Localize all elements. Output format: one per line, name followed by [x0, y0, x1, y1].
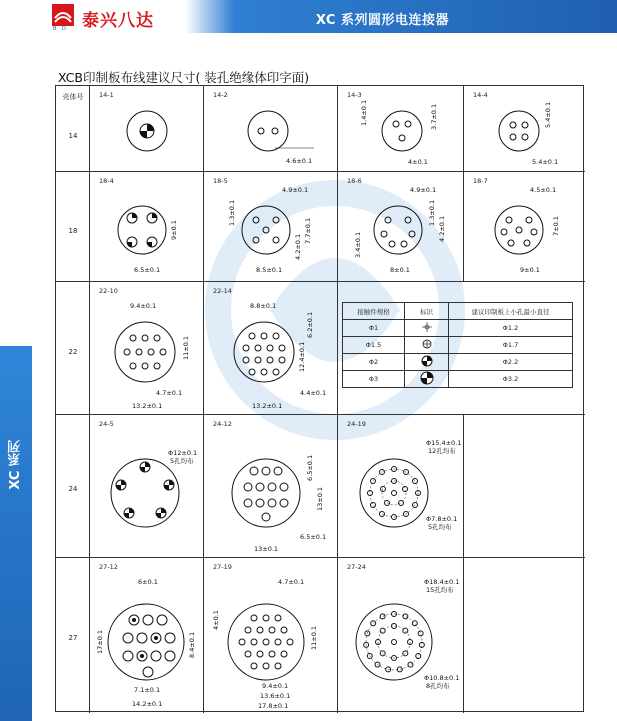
dimension-label: 4.2±0.1 [294, 233, 302, 260]
dimension-label: 12孔均布 [428, 447, 456, 455]
shell-number: 27 [68, 634, 78, 642]
shell-number: 22 [68, 348, 78, 356]
layout-drawing [338, 172, 464, 282]
legend-symbol-icon [405, 371, 449, 388]
table-row [56, 415, 585, 558]
shell-column [56, 172, 90, 281]
contact-hole [408, 662, 413, 667]
layout-cell [90, 415, 204, 557]
layout-drawing [90, 172, 204, 282]
legend-symbol-icon [405, 320, 449, 337]
dimension-label: 7±0.1 [552, 216, 560, 236]
layout-label: 14-4 [473, 91, 488, 99]
layout-cell [90, 558, 204, 713]
dimension-label: 9.4±0.1 [262, 682, 289, 690]
dimension-label: 12.4±0.1 [298, 341, 306, 372]
dimension-label: 9±0.1 [170, 220, 178, 240]
dimension-label: 8.4±0.1 [188, 631, 196, 658]
layout-label: 24-5 [99, 420, 114, 428]
dimension-label: 4.2±0.1 [438, 215, 446, 242]
legend-spec: Φ3 [343, 371, 405, 388]
shell-number: 18 [68, 227, 78, 235]
dimension-label: 7.7±0.1 [304, 217, 312, 244]
layout-label: 14-1 [99, 91, 114, 99]
shell-column [56, 282, 90, 414]
dimension-label: 3.4±0.1 [354, 231, 362, 258]
legend-diameter: Φ3.2 [449, 371, 573, 388]
dimension-label: 13±0.1 [254, 545, 279, 553]
layout-cell [204, 558, 338, 713]
shell-header: 壳体号 [62, 93, 84, 101]
dimension-label: Φ18.4±0.1 [424, 578, 460, 586]
table-row [56, 558, 585, 713]
layout-cell [338, 558, 464, 713]
dimension-label: 6.5±0.1 [134, 266, 161, 274]
dimension-label: 13.6±0.1 [260, 692, 291, 700]
dimension-label: 15孔均布 [426, 586, 454, 594]
table-row [56, 282, 585, 415]
layout-label: 27-19 [213, 563, 232, 571]
shell-number: 24 [68, 485, 78, 493]
dimension-label: 5.4±0.1 [544, 101, 552, 128]
dimension-label: 8.8±0.1 [250, 302, 277, 310]
dimension-label: Φ12±0.1 [168, 449, 198, 457]
layout-drawing [464, 86, 585, 172]
contact-hole [403, 614, 408, 619]
legend-symbol-icon [405, 337, 449, 354]
dimension-label: Φ15.4±0.1 [426, 439, 462, 447]
table-row [56, 86, 585, 172]
dimension-label: 6.5±0.1 [300, 533, 327, 541]
legend-header: 标识 [405, 303, 449, 320]
dimension-label: 8±0.1 [390, 266, 410, 274]
layout-label: 18-5 [213, 177, 228, 185]
contact-hole [397, 667, 402, 672]
layout-drawing [338, 86, 464, 172]
legend-symbol-icon [405, 354, 449, 371]
layout-drawing [90, 558, 204, 713]
dimension-label: 5.4±0.1 [532, 158, 559, 166]
dimension-label: 4.7±0.1 [278, 578, 305, 586]
legend-diameter: Φ1.2 [449, 320, 573, 337]
dimension-label: 6±0.1 [138, 578, 158, 586]
dimension-label: 4.5±0.1 [530, 186, 557, 194]
logo-letters: B D [53, 26, 68, 32]
brand-name: 泰兴八达 [82, 11, 154, 31]
layout-cell [464, 172, 585, 281]
layout-table [55, 85, 584, 712]
layout-drawing [90, 282, 204, 415]
legend-header: 建议印制板上小孔最小直径 [449, 303, 573, 320]
contact-hole [403, 628, 408, 633]
contact-hole [412, 621, 417, 626]
layout-cell [204, 415, 338, 557]
layout-drawing [464, 172, 585, 282]
dimension-label: 17.8±0.1 [258, 702, 289, 710]
section-title: XCB印制板布线建议尺寸( 装孔绝缘体印字面) [58, 70, 310, 85]
dimension-label: 6.2±0.1 [306, 311, 314, 338]
dimension-label: 4.7±0.1 [156, 389, 183, 397]
legend-spec: Φ1 [343, 320, 405, 337]
dimension-label: 6.5±0.1 [306, 454, 314, 481]
layout-label: 24-19 [347, 420, 366, 428]
dimension-label: Φ10.8±0.1 [424, 674, 460, 682]
layout-label: 18-6 [347, 177, 362, 185]
dimension-label: 4.6±0.1 [286, 157, 313, 165]
layout-label: 18-4 [99, 177, 114, 185]
side-tab-label: XC 系列 [8, 440, 23, 490]
layout-drawing [90, 415, 204, 558]
layout-label: 22-10 [99, 287, 118, 295]
page-header [0, 0, 617, 33]
shell-column [56, 415, 90, 557]
contact-hole [380, 628, 385, 633]
dimension-label: 4±0.1 [408, 158, 428, 166]
layout-label: 18-7 [473, 177, 488, 185]
dimension-label: 4.4±0.1 [300, 389, 327, 397]
layout-label: 24-12 [213, 420, 232, 428]
layout-cell [90, 282, 204, 414]
dimension-label: 14.2±0.1 [132, 700, 163, 708]
shell-column [56, 558, 90, 713]
dimension-label: 13±0.1 [316, 486, 324, 511]
dimension-label: 17±0.1 [96, 629, 104, 654]
dimension-label: 8孔均布 [426, 682, 450, 690]
contact-hole [416, 654, 421, 659]
layout-drawing [338, 558, 464, 713]
dimension-label: 3.7±0.1 [430, 103, 438, 130]
contact-legend [342, 302, 573, 388]
layout-label: 14-2 [213, 91, 228, 99]
dimension-label: 8.5±0.1 [256, 266, 283, 274]
layout-cell [338, 415, 464, 557]
legend-diameter: Φ2.2 [449, 354, 573, 371]
layout-cell-empty [464, 558, 585, 713]
brand-logo-icon [52, 4, 74, 26]
layout-drawing [204, 172, 338, 282]
layout-cell [90, 172, 204, 281]
legend-diameter: Φ1.7 [449, 337, 573, 354]
layout-drawing [338, 415, 464, 558]
dimension-label: 4±0.1 [212, 610, 220, 630]
layout-cell [338, 172, 464, 281]
dimension-label: Φ7.8±0.1 [426, 515, 458, 523]
table-row [56, 172, 585, 282]
legend-spec: Φ1.5 [343, 337, 405, 354]
dimension-label: 5孔均布 [170, 457, 194, 465]
dimension-label: 4.9±0.1 [410, 186, 437, 194]
layout-cell [204, 86, 338, 171]
dimension-label: 1.3±0.1 [428, 199, 436, 226]
layout-label: 14-3 [347, 91, 362, 99]
layout-label: 22-14 [213, 287, 232, 295]
layout-label: 27-24 [347, 563, 366, 571]
layout-cell [204, 172, 338, 281]
dimension-label: 13.2±0.1 [132, 402, 163, 410]
page-title: XC 系列圆形电连接器 [315, 13, 449, 28]
layout-drawing [204, 282, 338, 415]
dimension-label: 11±0.1 [310, 625, 318, 650]
layout-drawing [204, 415, 338, 558]
dimension-label: 9.4±0.1 [130, 302, 157, 310]
legend-spec: Φ2 [343, 354, 405, 371]
dimension-label: 7.1±0.1 [134, 686, 161, 694]
dimension-label: 11±0.1 [182, 335, 190, 360]
contact-hole [418, 631, 423, 636]
dimension-label: 5孔均布 [428, 523, 452, 531]
layout-drawing [204, 558, 338, 713]
legend-header: 接触件规格 [343, 303, 405, 320]
layout-cell [204, 282, 338, 414]
layout-cell [90, 86, 204, 171]
dimension-label: 1.4±0.1 [360, 99, 368, 126]
layout-drawing [90, 86, 204, 172]
dimension-label: 9±0.1 [520, 266, 540, 274]
side-tab [0, 346, 32, 721]
dimension-label: 1.3±0.1 [228, 199, 236, 226]
layout-cell [338, 86, 464, 171]
shell-column [56, 86, 90, 171]
layout-cell [464, 86, 585, 171]
dimension-label: 13.2±0.1 [252, 402, 283, 410]
shell-number: 14 [68, 132, 78, 140]
dimension-label: 4.9±0.1 [282, 186, 309, 194]
layout-drawing [204, 86, 338, 172]
layout-label: 27-12 [99, 563, 118, 571]
